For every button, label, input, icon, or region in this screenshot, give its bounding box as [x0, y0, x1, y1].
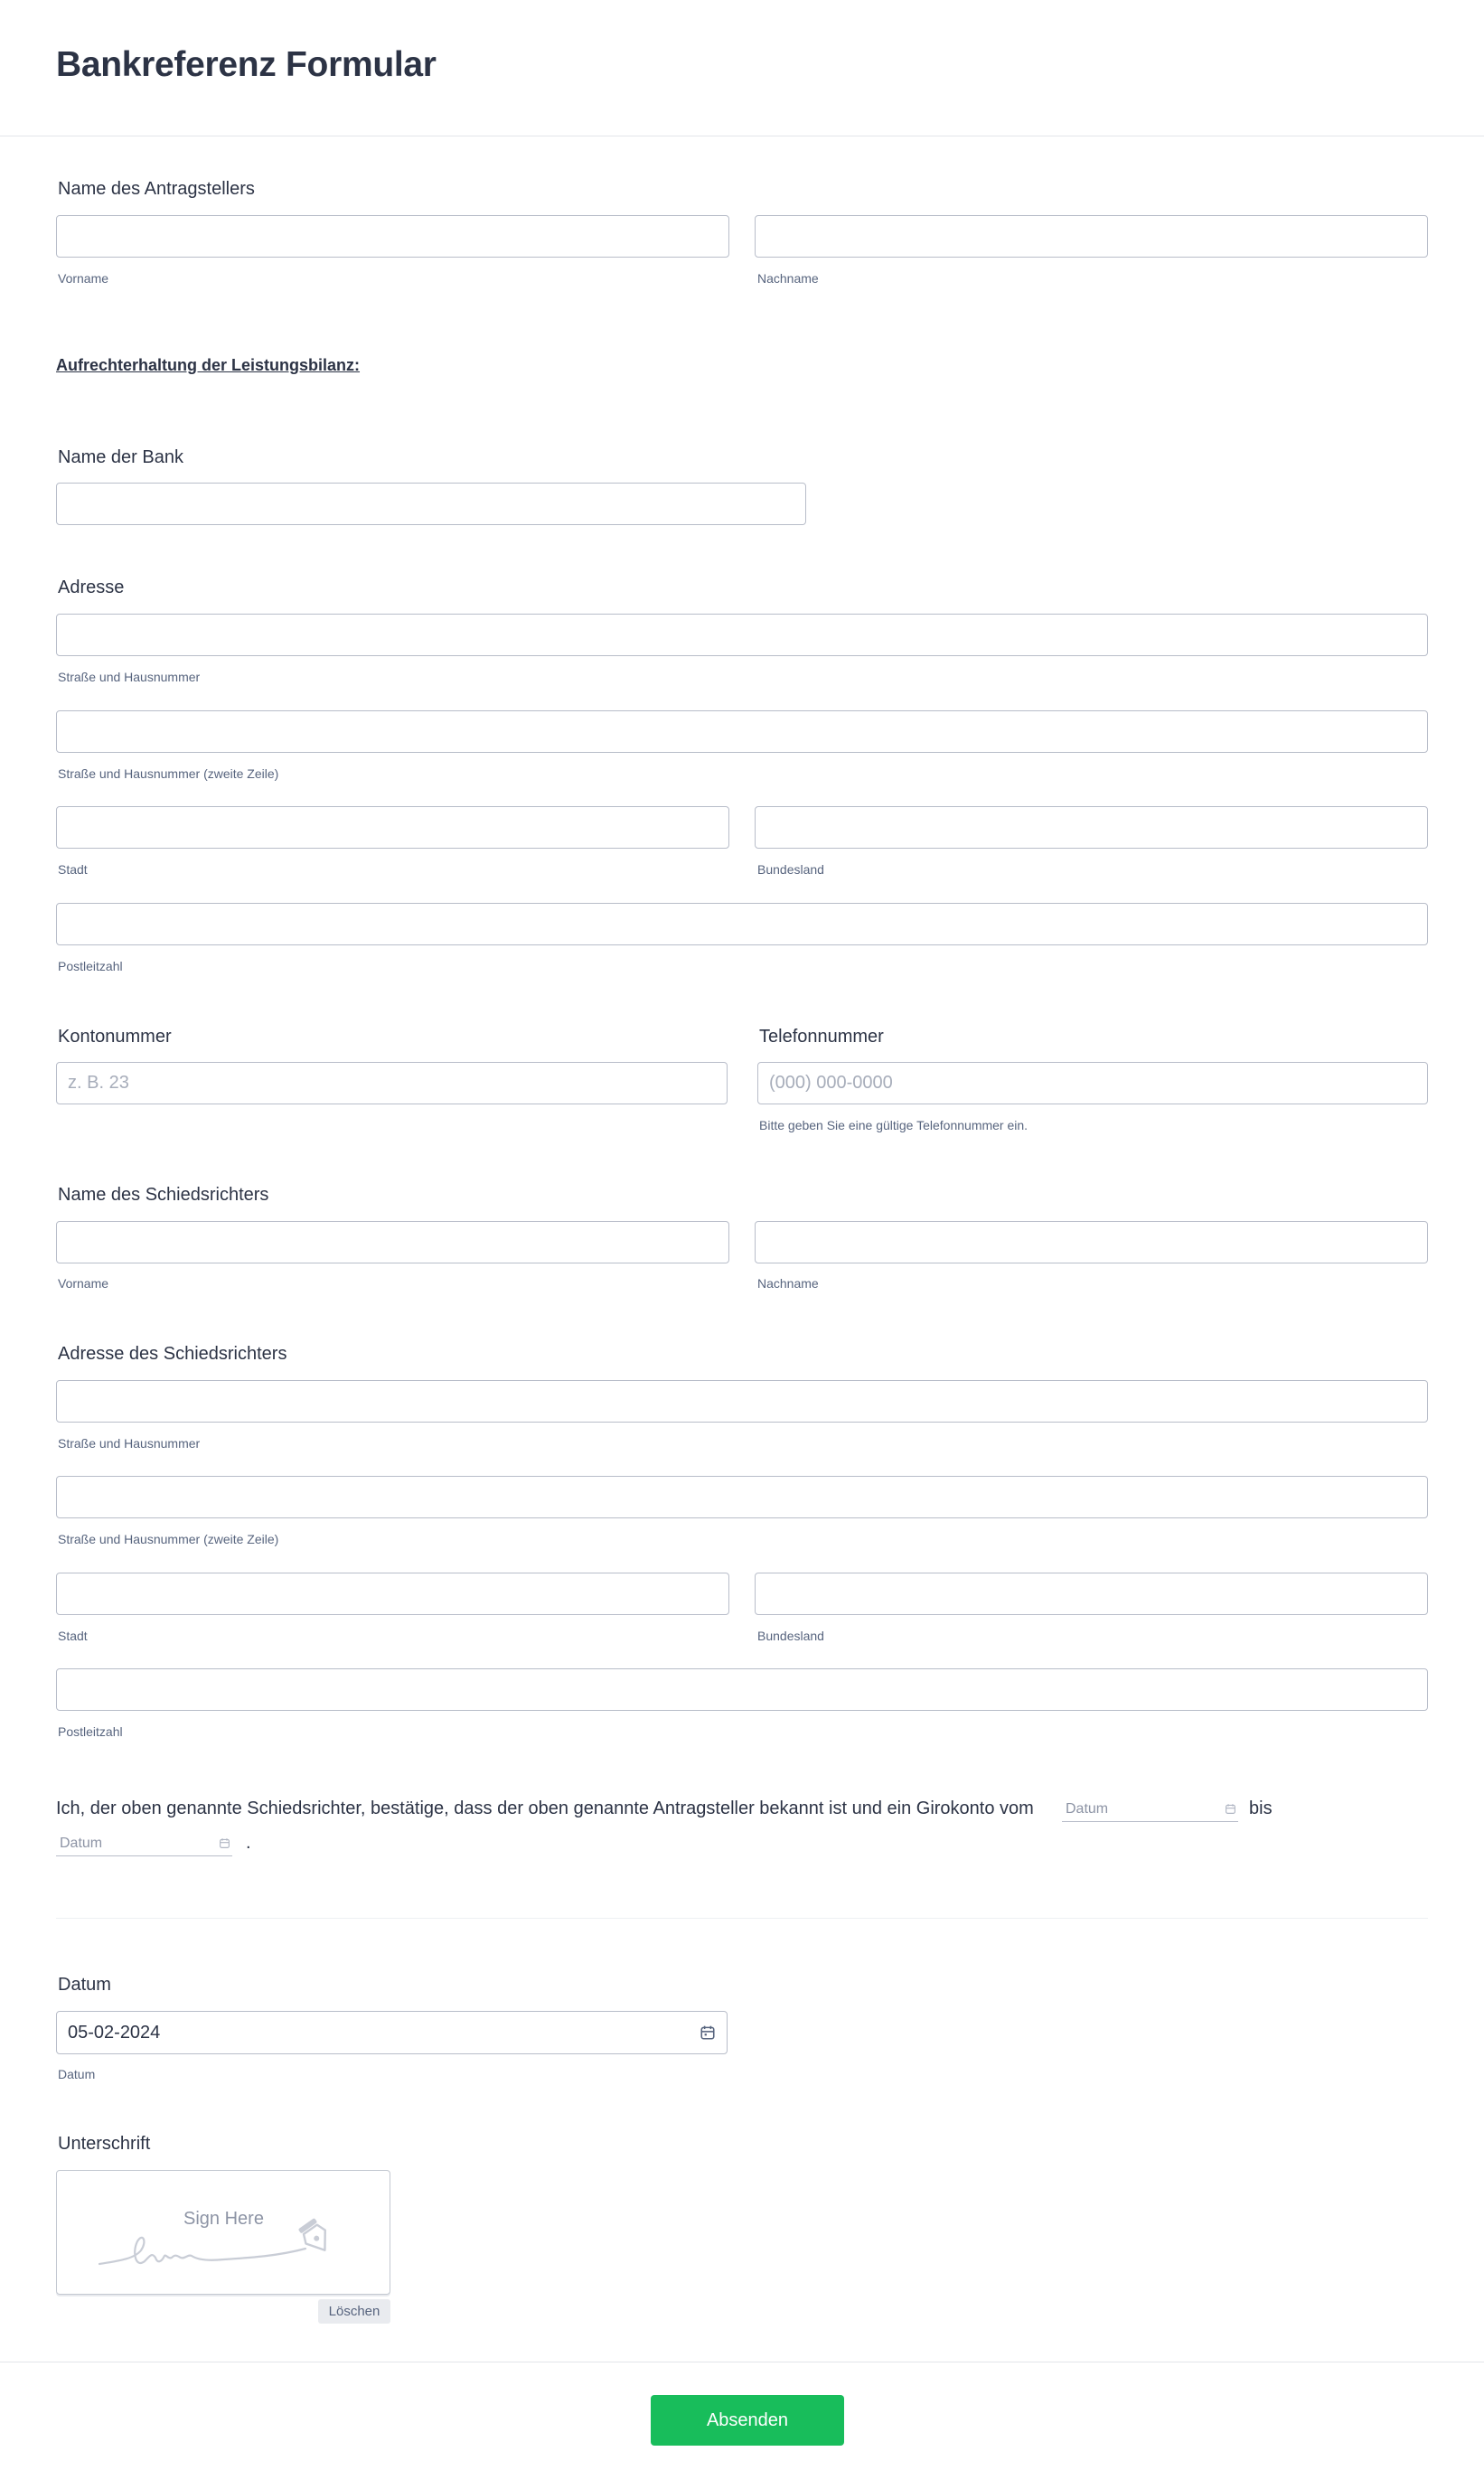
signature-scribble-icon — [98, 2214, 351, 2278]
phone-input[interactable] — [758, 1063, 1427, 1104]
address-zip-input[interactable] — [57, 904, 1427, 944]
submit-button[interactable]: Absenden — [651, 2395, 844, 2446]
referee-name-label: Name des Schiedsrichters — [58, 1185, 269, 1205]
address-state-sublabel: Bundesland — [757, 862, 824, 877]
address-street1-sublabel: Straße und Hausnummer — [58, 670, 201, 684]
confirmation-end: . — [246, 1833, 251, 1853]
confirmation-to-placeholder: Datum — [60, 1836, 103, 1851]
account-number-input[interactable] — [57, 1063, 727, 1104]
referee-state-input[interactable] — [756, 1573, 1427, 1614]
date-label: Datum — [58, 1975, 111, 1995]
referee-street1-sublabel: Straße und Hausnummer — [58, 1436, 201, 1451]
calendar-icon — [219, 1837, 230, 1849]
address-street2-field[interactable] — [56, 710, 1428, 753]
referee-street2-sublabel: Straße und Hausnummer (zweite Zeile) — [58, 1532, 279, 1546]
referee-address-label: Adresse des Schiedsrichters — [58, 1344, 287, 1364]
account-number-field[interactable] — [56, 1062, 728, 1104]
referee-last-name-field[interactable] — [755, 1221, 1428, 1263]
applicant-last-name-field[interactable] — [755, 215, 1428, 258]
applicant-name-label: Name des Antragstellers — [58, 179, 255, 199]
clear-signature-button[interactable]: Löschen — [318, 2299, 390, 2324]
signature-pad[interactable] — [56, 2170, 390, 2295]
calendar-icon[interactable] — [700, 2024, 716, 2041]
referee-city-input[interactable] — [57, 1573, 728, 1614]
referee-city-sublabel: Stadt — [58, 1629, 88, 1643]
applicant-last-name-input[interactable] — [756, 216, 1427, 257]
bank-name-input[interactable] — [57, 484, 805, 524]
section-heading: Aufrechterhaltung der Leistungsbilanz: — [56, 356, 361, 374]
address-state-field[interactable] — [755, 806, 1428, 849]
referee-street1-input[interactable] — [57, 1381, 1427, 1422]
referee-city-field[interactable] — [56, 1573, 729, 1615]
address-street2-input[interactable] — [57, 711, 1427, 752]
address-street1-field[interactable] — [56, 614, 1428, 656]
referee-first-name-field[interactable] — [56, 1221, 729, 1263]
confirmation-between: bis — [1249, 1799, 1273, 1818]
address-label: Adresse — [58, 578, 125, 597]
account-number-label: Kontonummer — [58, 1027, 172, 1047]
signature-placeholder: Sign Here — [183, 2209, 264, 2229]
address-zip-field[interactable] — [56, 903, 1428, 945]
signature-label: Unterschrift — [58, 2134, 151, 2154]
calendar-icon — [1225, 1803, 1236, 1815]
applicant-last-name-sublabel: Nachname — [757, 271, 819, 286]
applicant-first-name-field[interactable] — [56, 215, 729, 258]
applicant-first-name-sublabel: Vorname — [58, 271, 109, 286]
date-sublabel: Datum — [58, 2067, 96, 2081]
address-state-input[interactable] — [756, 807, 1427, 848]
referee-first-name-sublabel: Vorname — [58, 1276, 109, 1291]
confirmation-text: Ich, der oben genannte Schiedsrichter, bestätige, dass der oben genannte Antragsteller bekannt ist und ein Girokonto vom — [56, 1799, 1034, 1818]
confirmation-from-placeholder: Datum — [1066, 1801, 1109, 1817]
confirmation-from-date[interactable] — [1062, 1799, 1238, 1822]
referee-zip-sublabel: Postleitzahl — [58, 1724, 123, 1739]
address-zip-sublabel: Postleitzahl — [58, 959, 123, 973]
address-street1-input[interactable] — [57, 615, 1427, 655]
date-value: 05-02-2024 — [68, 2023, 161, 2043]
referee-last-name-sublabel: Nachname — [757, 1276, 819, 1291]
page-title: Bankreferenz Formular — [56, 45, 437, 84]
section-divider — [56, 1918, 1428, 1919]
referee-first-name-input[interactable] — [57, 1222, 728, 1263]
bank-name-label: Name der Bank — [58, 447, 183, 467]
referee-street1-field[interactable] — [56, 1380, 1428, 1423]
bank-name-field[interactable] — [56, 483, 806, 525]
referee-last-name-input[interactable] — [756, 1222, 1427, 1263]
phone-hint: Bitte geben Sie eine gültige Telefonnummer ein. — [759, 1118, 1028, 1132]
date-field[interactable] — [56, 2011, 728, 2054]
address-city-sublabel: Stadt — [58, 862, 88, 877]
address-street2-sublabel: Straße und Hausnummer (zweite Zeile) — [58, 766, 279, 781]
phone-label: Telefonnummer — [759, 1027, 884, 1047]
phone-field[interactable] — [757, 1062, 1428, 1104]
address-city-field[interactable] — [56, 806, 729, 849]
confirmation-to-date[interactable] — [56, 1833, 232, 1856]
referee-state-sublabel: Bundesland — [757, 1629, 824, 1643]
referee-zip-input[interactable] — [57, 1669, 1427, 1710]
referee-zip-field[interactable] — [56, 1668, 1428, 1711]
referee-state-field[interactable] — [755, 1573, 1428, 1615]
referee-street2-field[interactable] — [56, 1476, 1428, 1518]
form-header — [0, 0, 1484, 136]
address-city-input[interactable] — [57, 807, 728, 848]
applicant-first-name-input[interactable] — [57, 216, 728, 257]
referee-street2-input[interactable] — [57, 1477, 1427, 1517]
